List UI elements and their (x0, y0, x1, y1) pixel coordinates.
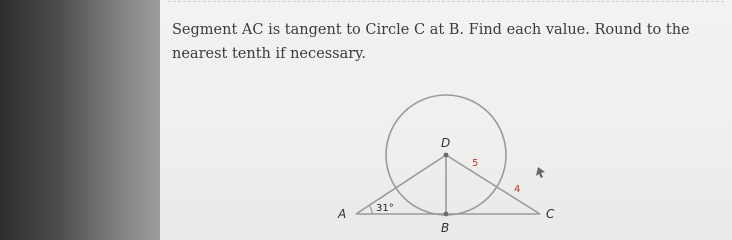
cursor-icon (536, 167, 545, 178)
angle-arc-a (369, 205, 372, 214)
label-a: A (338, 207, 347, 221)
segment-label-5: 5 (472, 158, 479, 169)
angle-label: 31° (376, 203, 394, 214)
point-b (444, 212, 449, 217)
point-d (444, 153, 449, 158)
question-text: Segment AC is tangent to Circle C at B. Find each value. Round to the nearest tenth if necessary. (172, 22, 690, 62)
segment-ad (356, 155, 446, 214)
label-c: C (546, 207, 555, 221)
segment-dc (446, 155, 540, 214)
segment-label-4: 4 (514, 184, 521, 195)
label-b: B (441, 221, 450, 235)
label-d: D (441, 136, 451, 150)
